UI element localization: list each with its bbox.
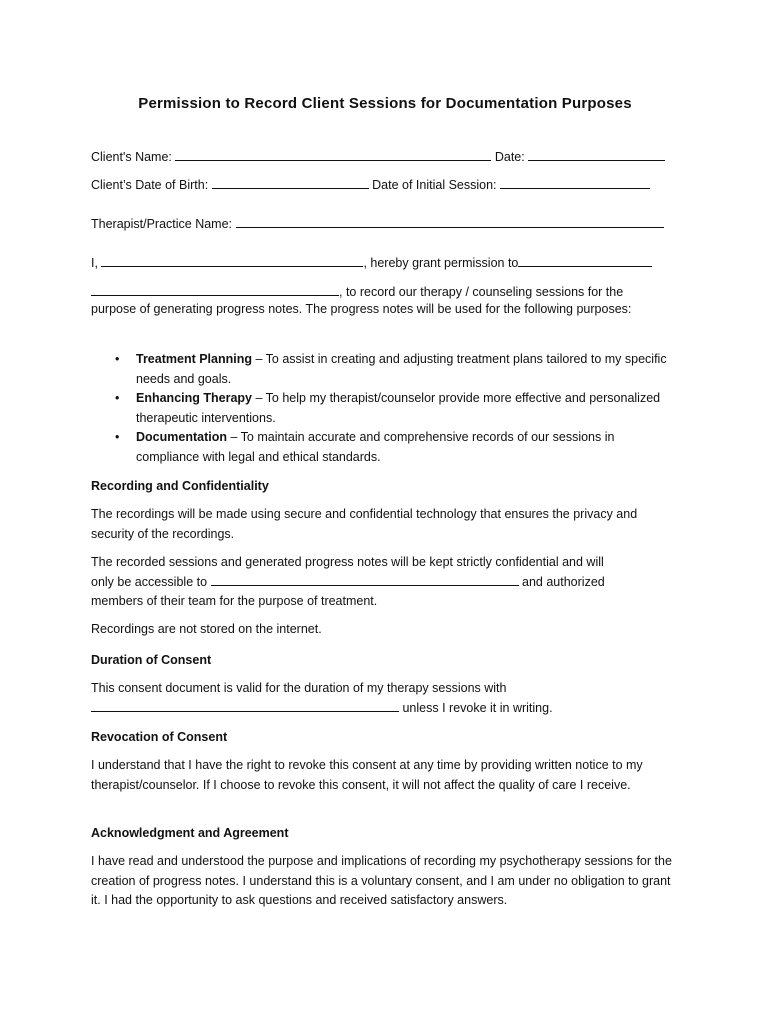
initial-session-label: Date of Initial Session: xyxy=(372,178,497,192)
recording-p2-line-1: The recorded sessions and generated progress notes will be kept strictly confidential and will xyxy=(91,555,604,569)
recording-p2-line-2b: and authorized xyxy=(522,574,605,589)
bullet-bold-text: Treatment Planning xyxy=(136,352,252,366)
date-label: Date: xyxy=(494,150,525,164)
document-title: Permission to Record Client Sessions for Documentation Purposes xyxy=(138,95,632,112)
therapist-field[interactable] xyxy=(236,215,664,228)
client-name-field[interactable] xyxy=(175,148,491,161)
bullet-text: – To maintain accurate and comprehensive records of our sessions in compliance with legal and ethical standards. xyxy=(136,430,615,464)
list-item xyxy=(91,350,681,389)
therapist-label: Therapist/Practice Name: xyxy=(91,217,233,231)
acknowledgment-paragraph: I have read and understood the purpose and implications of recording my psychotherapy sessions for the creation of progress notes. I understand this is a voluntary consent, and I am under no obligation to grant it. I had the opportunity to ask questions and received satisfactory answers. xyxy=(91,854,672,907)
duration-line-2: unless I revoke it in writing. xyxy=(402,700,553,715)
record-row xyxy=(91,283,623,300)
bullet-icon: • xyxy=(115,391,120,405)
bullet-text: – To help my therapist/counselor provide more effective and personalized therapeutic interventions. xyxy=(136,391,661,425)
date-field[interactable] xyxy=(528,148,665,161)
acknowledgment-heading: Acknowledgment and Agreement xyxy=(91,826,289,840)
revocation-heading: Revocation of Consent xyxy=(91,730,228,744)
revocation-paragraph: I understand that I have the right to revoke this consent at any time by providing written notice to my therapist/counselor. If I choose to revoke this consent, it will not affect the quality of care I receive. xyxy=(91,758,643,792)
duration-line-1: This consent document is valid for the duration of my therapy sessions with xyxy=(91,681,507,695)
dob-field[interactable] xyxy=(212,176,369,189)
record-suffix-text: , to record our therapy / counseling sessions for the xyxy=(339,285,624,299)
list-item xyxy=(91,389,681,428)
grant-middle-text: , hereby grant permission to xyxy=(363,256,519,270)
purpose-text: purpose of generating progress notes. The progress notes will be used for the following purposes: xyxy=(91,302,632,316)
bullet-bold-text: Documentation xyxy=(136,430,227,444)
therapist-row xyxy=(91,215,664,232)
bullet-icon: • xyxy=(115,352,120,366)
duration-therapist-field[interactable] xyxy=(91,699,399,712)
duration-paragraph xyxy=(91,679,681,718)
purpose-list xyxy=(91,350,681,467)
bullet-bold-text: Enhancing Therapy xyxy=(136,391,252,405)
bullet-text: – To assist in creating and adjusting treatment plans tailored to my specific needs and goals. xyxy=(136,352,667,386)
recording-paragraph-2 xyxy=(91,553,681,612)
client-name-row xyxy=(91,148,665,165)
recording-heading: Recording and Confidentiality xyxy=(91,479,269,493)
recording-paragraph-3: Recordings are not stored on the internet. xyxy=(91,622,322,636)
recording-p2-line-2a: only be accessible to xyxy=(91,574,208,589)
list-item xyxy=(91,428,681,467)
grant-row xyxy=(91,254,652,271)
recording-p2-line-3: members of their team for the purpose of treatment. xyxy=(91,594,378,608)
grantee-field-1[interactable] xyxy=(518,254,652,267)
dob-row xyxy=(91,176,650,193)
recording-paragraph-1: The recordings will be made using secure and confidential technology that ensures the privacy and security of the recordings. xyxy=(91,507,638,541)
client-name-label: Client's Name: xyxy=(91,150,172,164)
dob-label: Client’s Date of Birth: xyxy=(91,178,209,192)
grant-prefix: I, xyxy=(91,256,98,270)
grantee-field-2[interactable] xyxy=(91,283,339,296)
initial-session-field[interactable] xyxy=(500,176,650,189)
grantor-name-field[interactable] xyxy=(101,254,363,267)
accessible-to-field[interactable] xyxy=(211,573,519,586)
duration-heading: Duration of Consent xyxy=(91,653,212,667)
bullet-icon: • xyxy=(115,430,120,444)
